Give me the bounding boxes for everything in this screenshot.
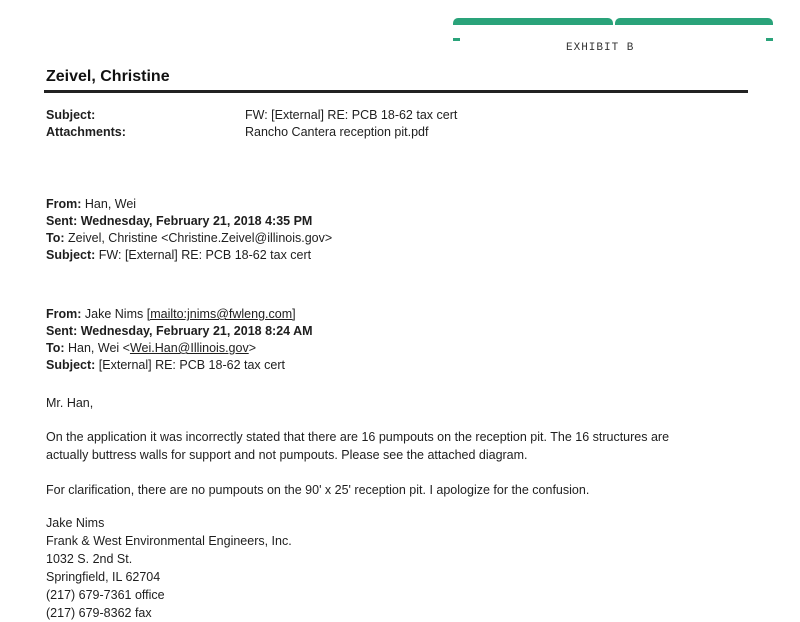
to-name: Han, Wei < <box>68 341 130 355</box>
body-paragraph-1-line-1: On the application it was incorrectly stated that there are 16 pumpouts on the reception pit. The 16 structures are <box>46 430 670 444</box>
subject-value: FW: [External] RE: PCB 18-62 tax cert <box>245 108 458 122</box>
exhibit-sticker-tick-left <box>453 38 460 41</box>
subject-value: FW: [External] RE: PCB 18-62 tax cert <box>98 248 312 262</box>
subject-label: Subject: <box>46 358 96 372</box>
greeting: Mr. Han, <box>46 396 94 410</box>
subject-value: [External] RE: PCB 18-62 tax cert <box>98 358 285 372</box>
from-value: Jake Nims <box>84 307 144 321</box>
sent-value: Wednesday, February 21, 2018 8:24 AM <box>80 324 313 338</box>
body-paragraph-1-line-2: actually buttress walls for support and not pumpouts. Please see the attached diagram. <box>46 448 528 462</box>
email-link[interactable]: Wei.Han@Illinois.gov <box>129 341 249 355</box>
exhibit-sticker-tick-right <box>766 38 773 41</box>
to-value: Zeivel, Christine <Christine.Zeivel@illinois.gov> <box>68 231 333 245</box>
exhibit-label: EXHIBIT B <box>566 42 635 54</box>
to-label: To: <box>46 231 65 245</box>
sent-label: Sent: <box>46 324 78 338</box>
sent-label: Sent: <box>46 214 78 228</box>
signature-company: Frank & West Environmental Engineers, Inc. <box>46 534 292 548</box>
sender-name: Zeivel, Christine <box>46 68 170 85</box>
signature-office-phone: (217) 679-7361 office <box>46 588 165 602</box>
forwarded-header-2 <box>46 306 313 374</box>
sent-value: Wednesday, February 21, 2018 4:35 PM <box>80 214 313 228</box>
attachment-link[interactable]: Rancho Cantera reception pit.pdf <box>245 125 429 139</box>
body-paragraph-2: For clarification, there are no pumpouts on the 90' x 25' reception pit. I apologize for the confusion. <box>46 483 590 497</box>
signature-block <box>46 514 292 622</box>
exhibit-sticker-edge-right <box>615 18 773 25</box>
body-paragraph-1 <box>46 428 669 464</box>
signature-city: Springfield, IL 62704 <box>46 570 161 584</box>
forwarded-header-1 <box>46 196 332 264</box>
subject-label: Subject: <box>46 248 96 262</box>
signature-fax: (217) 679-8362 fax <box>46 606 152 620</box>
mailto-link[interactable]: [mailto:jnims@fwleng.com] <box>146 307 296 321</box>
from-value: Han, Wei <box>84 197 137 211</box>
attachments-label: Attachments: <box>46 125 126 139</box>
subject-label: Subject: <box>46 108 96 122</box>
to-label: To: <box>46 341 65 355</box>
exhibit-sticker <box>453 16 773 26</box>
header-divider <box>44 90 748 93</box>
signature-street: 1032 S. 2nd St. <box>46 552 133 566</box>
from-label: From: <box>46 197 82 211</box>
signature-name: Jake Nims <box>46 516 105 530</box>
to-end: > <box>248 341 257 355</box>
exhibit-sticker-edge-left <box>453 18 613 25</box>
from-label: From: <box>46 307 82 321</box>
